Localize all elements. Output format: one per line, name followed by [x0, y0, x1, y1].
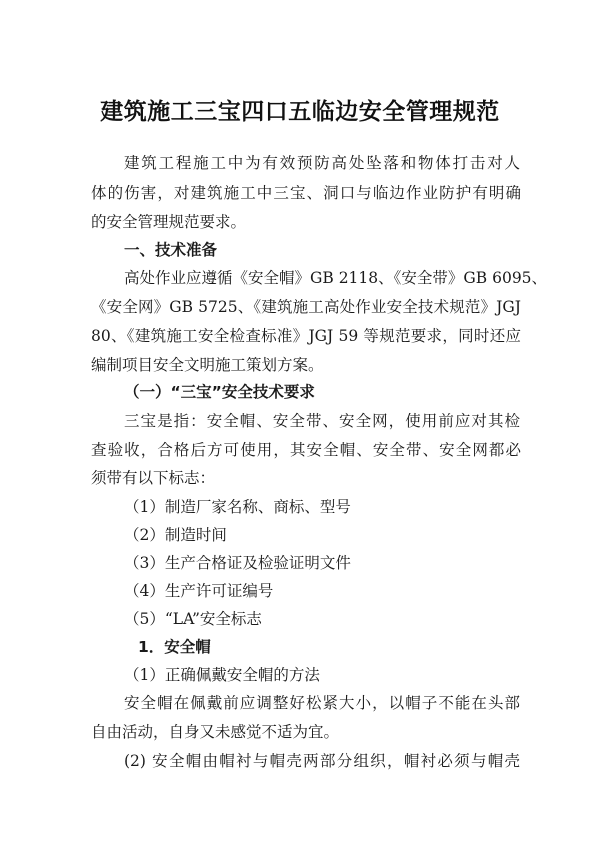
- intro-line-1: 建筑工程施工中为有效预防高处坠落和物体打击对人: [124, 154, 520, 172]
- section1-line-3: 80、《建筑施工安全检查标准》JGJ 59 等规范要求，同时还应: [91, 327, 521, 345]
- helmet-point-2-line-1: (2) 安全帽由帽衬与帽壳两部分组织，帽衬必须与帽壳: [124, 752, 520, 770]
- helmet-point-1-line-2: 自由活动，自身又未感觉不适为宜。: [91, 723, 340, 741]
- intro-line-2: 体的伤害，对建筑施工中三宝、洞口与临边作业防护有明确: [91, 184, 521, 202]
- list-item: （3）生产合格证及检验证明文件: [124, 554, 351, 572]
- subsection1-line-2: 查验收，合格后方可使用，其安全帽、安全带、安全网都必: [91, 441, 521, 459]
- section1-line-2: 《安全网》GB 5725、《建筑施工高处作业安全技术规范》JGJ: [91, 298, 521, 316]
- subsection-heading-safety-helmet: 1．安全帽: [138, 638, 211, 656]
- subsection1-line-1: 三宝是指：安全帽、安全带、安全网，使用前应对其检: [124, 412, 520, 430]
- section1-line-4: 编制项目安全文明施工策划方案。: [91, 356, 324, 374]
- list-item: （5）“LA”安全标志: [124, 610, 262, 628]
- intro-line-3: 的安全管理规范要求。: [91, 213, 247, 231]
- section1-line-1: 高处作业应遵循《安全帽》GB 2118、《安全带》GB 6095、: [124, 269, 548, 287]
- document-title: 建筑施工三宝四口五临边安全管理规范: [100, 99, 500, 125]
- list-item: （4）生产许可证编号: [124, 582, 274, 600]
- subsection-heading-three-treasures: （一）“三宝”安全技术要求: [124, 383, 315, 401]
- subsection1-line-3: 须带有以下标志：: [91, 469, 216, 487]
- list-item: （2）制造时间: [124, 526, 227, 544]
- helmet-point-1-line-1: 安全帽在佩戴前应调整好松紧大小，以帽子不能在头部: [124, 694, 520, 712]
- section-heading-technical-preparation: 一、技术准备: [124, 241, 218, 259]
- helmet-point-1-heading: （1）正确佩戴安全帽的方法: [124, 666, 320, 684]
- list-item: （1）制造厂家名称、商标、型号: [124, 498, 351, 516]
